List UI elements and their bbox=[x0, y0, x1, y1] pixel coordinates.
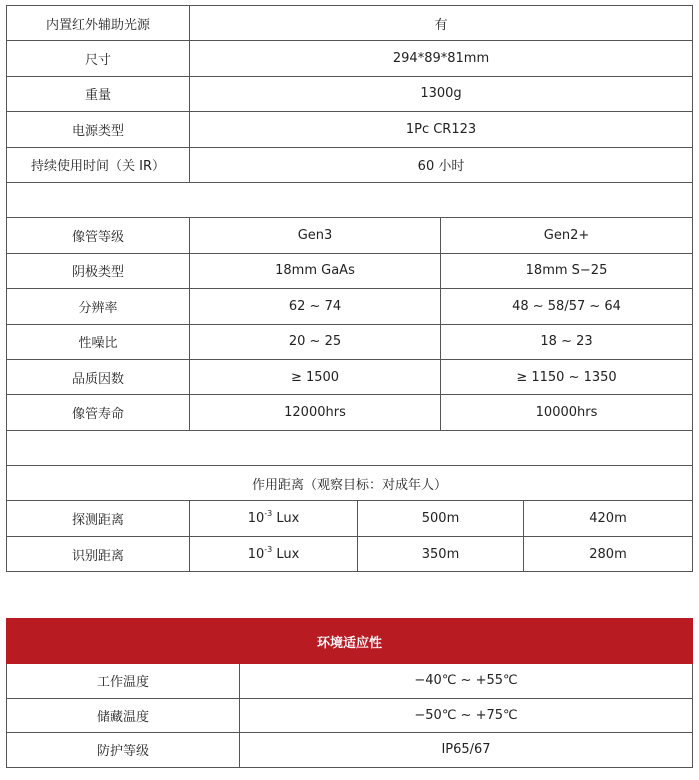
env-label: 储藏温度 bbox=[7, 698, 240, 733]
table-row bbox=[7, 664, 693, 699]
table-row bbox=[7, 253, 693, 288]
blank-cell bbox=[7, 430, 693, 465]
env-label: 工作温度 bbox=[7, 664, 240, 699]
gen2-value: ≥ 1150 ~ 1350 bbox=[441, 359, 693, 394]
gen2-range: 280m bbox=[524, 536, 693, 571]
spec-label: 重量 bbox=[7, 76, 190, 111]
env-label: 防护等级 bbox=[7, 733, 240, 768]
gen2-value: Gen2+ bbox=[441, 218, 693, 253]
table-row bbox=[7, 289, 693, 324]
table-row bbox=[7, 733, 693, 768]
spec-label: 像管等级 bbox=[7, 218, 190, 253]
env-value: IP65/67 bbox=[240, 733, 693, 768]
spec-label: 品质因数 bbox=[7, 359, 190, 394]
gen3-range: 500m bbox=[358, 501, 524, 536]
gen3-value: 62 ~ 74 bbox=[190, 289, 441, 324]
gen2-value: 10000hrs bbox=[441, 395, 693, 430]
range-title: 作用距离（观察目标：对成年人） bbox=[7, 466, 693, 501]
spec-label: 性噪比 bbox=[7, 324, 190, 359]
environment-title: 环境适应性 bbox=[7, 619, 693, 664]
spec-table bbox=[6, 5, 693, 572]
environment-table bbox=[6, 618, 693, 768]
table-row bbox=[7, 536, 693, 571]
gen3-value: Gen3 bbox=[190, 218, 441, 253]
blank-row bbox=[7, 430, 693, 465]
spec-value: 1300g bbox=[190, 76, 693, 111]
spec-value: 1Pc CR123 bbox=[190, 112, 693, 147]
table-row bbox=[7, 6, 693, 41]
gen3-range: 350m bbox=[358, 536, 524, 571]
lux-value: $10^{-3}$ Lux bbox=[190, 536, 358, 571]
spec-label: 电源类型 bbox=[7, 112, 190, 147]
gen3-value: ≥ 1500 bbox=[190, 359, 441, 394]
table-row bbox=[7, 698, 693, 733]
environment-header-row bbox=[7, 619, 693, 664]
env-value: −50℃ ~ +75℃ bbox=[240, 698, 693, 733]
spec-value: 有 bbox=[190, 6, 693, 41]
spec-label: 持续使用时间（关 IR） bbox=[7, 147, 190, 182]
table-row bbox=[7, 41, 693, 76]
table-row bbox=[7, 218, 693, 253]
lux-value: $10^{-3}$ Lux bbox=[190, 501, 358, 536]
env-value: −40℃ ~ +55℃ bbox=[240, 664, 693, 699]
table-row bbox=[7, 112, 693, 147]
table-row bbox=[7, 76, 693, 111]
gen3-value: 20 ~ 25 bbox=[190, 324, 441, 359]
table-row bbox=[7, 466, 693, 501]
table-row bbox=[7, 147, 693, 182]
spec-value: 294*89*81mm bbox=[190, 41, 693, 76]
spec-label: 尺寸 bbox=[7, 41, 190, 76]
spec-label: 像管寿命 bbox=[7, 395, 190, 430]
spec-value: 60 小时 bbox=[190, 147, 693, 182]
spec-label: 阴极类型 bbox=[7, 253, 190, 288]
spec-label: 内置红外辅助光源 bbox=[7, 6, 190, 41]
spec-label: 分辨率 bbox=[7, 289, 190, 324]
spec-label: 探测距离 bbox=[7, 501, 190, 536]
gen3-value: 12000hrs bbox=[190, 395, 441, 430]
spec-label: 识别距离 bbox=[7, 536, 190, 571]
gen3-value: 18mm GaAs bbox=[190, 253, 441, 288]
blank-row bbox=[7, 182, 693, 217]
gen2-range: 420m bbox=[524, 501, 693, 536]
table-row bbox=[7, 359, 693, 394]
table-row bbox=[7, 324, 693, 359]
table-row bbox=[7, 501, 693, 536]
blank-cell bbox=[7, 182, 693, 217]
gen2-value: 48 ~ 58/57 ~ 64 bbox=[441, 289, 693, 324]
gen2-value: 18mm S−25 bbox=[441, 253, 693, 288]
gen2-value: 18 ~ 23 bbox=[441, 324, 693, 359]
table-row bbox=[7, 395, 693, 430]
